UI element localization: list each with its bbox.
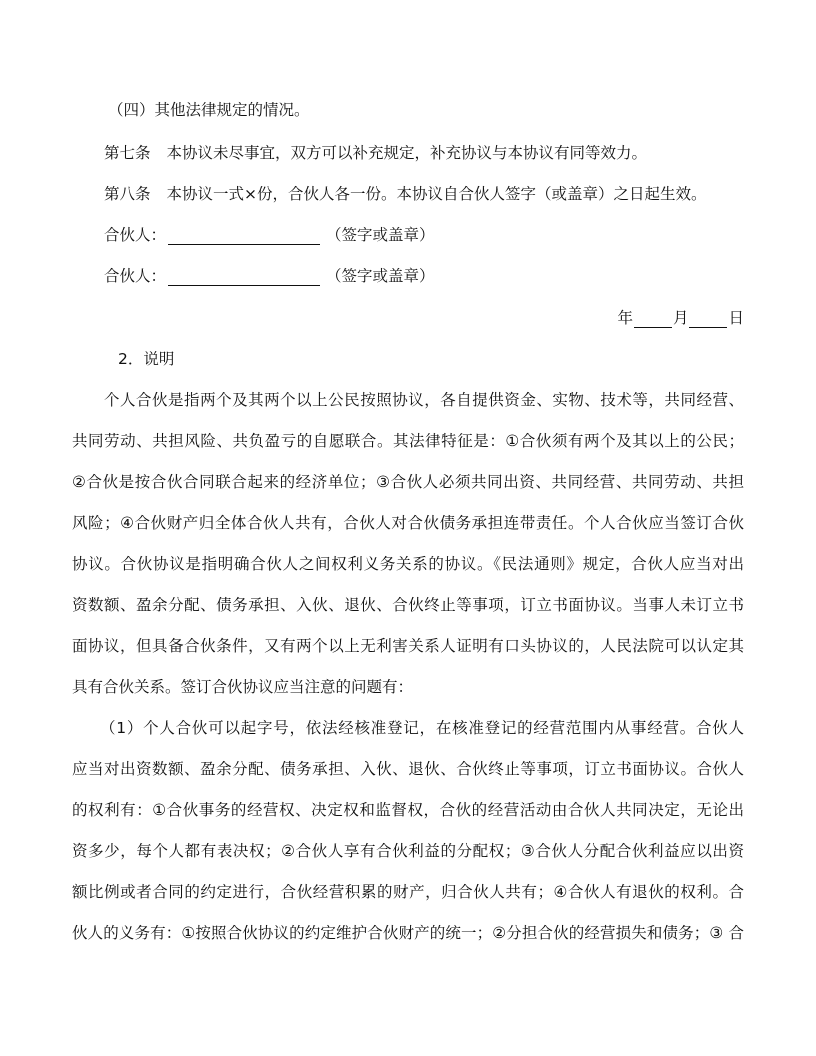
date-month-blank[interactable] — [634, 311, 672, 328]
article-eight-label: 第八条 — [104, 185, 151, 203]
partner-label-1: 合伙人： — [104, 226, 167, 244]
paragraph1-line: 个人合伙是指两个及其两个以上公民按照协议，各自提供资金、实物、技术等，共同经营、 — [104, 391, 744, 409]
date-day-blank[interactable] — [689, 311, 727, 328]
signature-blank-2[interactable] — [168, 269, 320, 286]
date-month: 月 — [672, 309, 689, 327]
paragraph2-line: （1）个人合伙可以起字号，依法经核准登记，在核准登记的经营范围内从事经营。合伙人 — [100, 719, 744, 737]
article-eight-text: 本协议一式×份，合伙人各一份。本协议自合伙人签字（或盖章）之日起生效。 — [166, 185, 707, 203]
paragraph1-line: 面协议，但具备合伙条件，又有两个以上无利害关系人证明有口头协议的，人民法院可以认定其 — [72, 637, 744, 655]
paragraph1-line: ②合伙是按合伙合同联合起来的经济单位；③合伙人必须共同出资、共同经营、共同劳动、共担 — [72, 473, 744, 491]
section-heading: 2．说明 — [118, 350, 175, 368]
paragraph2-line: 应当对出资数额、盈余分配、债务承担、入伙、退伙、合伙终止等事项，订立书面协议。合伙人 — [72, 760, 744, 778]
paragraph1-line: 风险；④合伙财产归全体合伙人共有，合伙人对合伙债务承担连带责任。个人合伙应当签订合伙 — [72, 514, 744, 532]
paragraph1-line: 资数额、盈余分配、债务承担、入伙、退伙、合伙终止等事项，订立书面协议。当事人未订立书 — [72, 596, 744, 614]
sign-note-2: （签字或盖章） — [326, 267, 435, 285]
partner-label-2: 合伙人： — [104, 267, 167, 285]
date-day: 日 — [728, 309, 744, 327]
paragraph1-line: 共同劳动、共担风险、共负盈亏的自愿联合。其法律特征是：①合伙须有两个及其以上的公民； — [72, 432, 744, 450]
clause-item-four: （四）其他法律规定的情况。 — [108, 101, 310, 119]
article-seven-label: 第七条 — [104, 144, 151, 162]
paragraph2-line: 的权利有：①合伙事务的经营权、决定权和监督权，合伙的经营活动由合伙人共同决定，无论出 — [72, 801, 744, 819]
paragraph1-line: 协议。合伙协议是指明确合伙人之间权利义务关系的协议。《民法通则》规定，合伙人应当对出 — [72, 555, 744, 573]
date-line — [617, 308, 744, 328]
article-eight — [104, 184, 816, 204]
paragraph2-line: 伙人的义务有：①按照合伙协议的约定维护合伙财产的统一；②分担合伙的经营损失和债务；③ 合 — [72, 924, 744, 942]
date-year: 年 — [617, 309, 633, 327]
article-seven-text: 本协议未尽事宜，双方可以补充规定，补充协议与本协议有同等效力。 — [166, 144, 648, 162]
signature-line-1 — [104, 225, 816, 245]
article-seven — [104, 143, 816, 163]
paragraph2-line: 额比例或者合同的约定进行，合伙经营积累的财产，归合伙人共有；④合伙人有退伙的权利。合 — [72, 883, 744, 901]
sign-note-1: （签字或盖章） — [326, 226, 435, 244]
paragraph2-line: 资多少，每个人都有表决权；②合伙人享有合伙利益的分配权；③合伙人分配合伙利益应以出资 — [72, 842, 744, 860]
signature-blank-1[interactable] — [168, 228, 320, 245]
paragraph1-line: 具有合伙关系。签订合伙协议应当注意的问题有： — [72, 678, 414, 696]
signature-line-2 — [104, 266, 816, 286]
